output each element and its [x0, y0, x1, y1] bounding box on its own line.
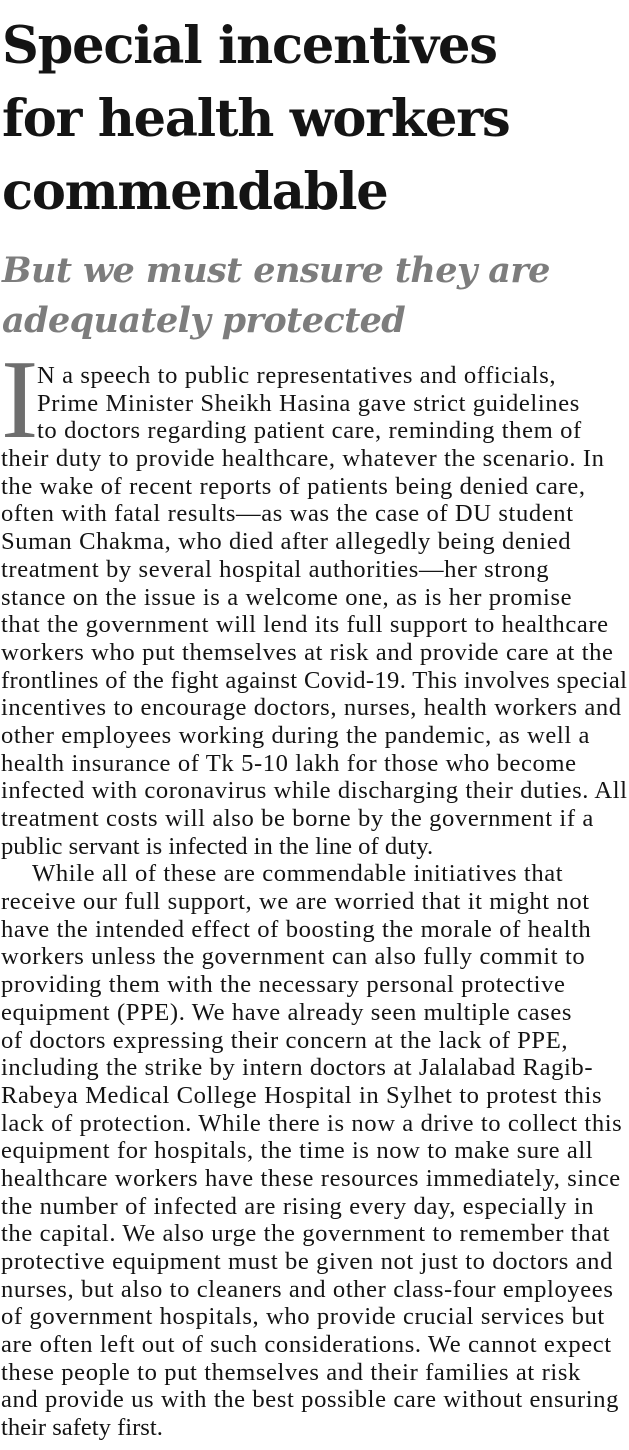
body-line: stance on the issue is a welcome one, as is her promise: [1, 583, 573, 611]
body-line: Prime Minister Sheikh Hasina gave strict guidelines: [37, 389, 580, 417]
body-line: protective equipment must be given not just to doctors and: [1, 1248, 613, 1275]
body-line: Suman Chakma, who died after allegedly being denied: [1, 528, 572, 556]
body-line: these people to put themselves and their families at risk: [1, 1358, 581, 1386]
headline-line: for health workers: [2, 89, 510, 149]
body-line: their duty to provide healthcare, whatever the scenario. In: [1, 445, 605, 473]
body-line: of doctors expressing their concern at the lack of PPE,: [1, 1026, 569, 1054]
body-line: frontlines of the fight against Covid-19. This involves special: [1, 666, 628, 694]
body-line: the number of infected are rising every day, especially in: [1, 1192, 595, 1220]
body-line: have the intended effect of boosting the morale of health: [1, 915, 592, 943]
body-line: providing them with the necessary personal protective: [1, 971, 566, 999]
body-line: often with fatal results—as was the case of DU student: [1, 500, 574, 528]
subheadline-line: adequately protected: [2, 300, 406, 341]
headline-line: commendable: [2, 162, 388, 222]
body-line: the wake of recent reports of patients being denied care,: [1, 472, 586, 500]
drop-cap: I: [1, 338, 39, 462]
body-line: incentives to encourage doctors, nurses, health workers and: [1, 694, 622, 722]
headline-line: Special incentives: [2, 16, 497, 76]
subheadline: [2, 246, 550, 346]
body-line: are often left out of such considerations. We cannot expect: [1, 1331, 612, 1359]
body-line: infected with coronavirus while discharging their duties. All: [1, 777, 628, 805]
body-line: receive our full support, we are worried that it might not: [1, 888, 590, 916]
body-line: that the government will lend its full support to healthcare: [1, 611, 609, 639]
body-line: healthcare workers have these resources immediately, since: [1, 1164, 621, 1192]
body-line: public servant is infected in the line of duty.: [1, 832, 434, 860]
headline: [2, 10, 509, 229]
body-line: to doctors regarding patient care, reminding them of: [37, 417, 582, 445]
body-line: health insurance of Tk 5-10 lakh for those who become: [1, 749, 577, 777]
body-line: of government hospitals, who provide crucial services but: [1, 1303, 605, 1331]
body-line: the capital. We also urge the government to remember that: [1, 1220, 611, 1248]
body-line: lack of protection. While there is now a drive to collect this: [1, 1109, 623, 1137]
body-line: workers who put themselves at risk and provide care at the: [1, 638, 614, 666]
article-body: [1, 362, 629, 1442]
body-line: treatment by several hospital authorities—her strong: [1, 555, 550, 583]
subheadline-line: But we must ensure they are: [2, 250, 550, 291]
body-line: Rabeya Medical College Hospital in Sylhet to protest this: [1, 1081, 603, 1109]
body-line: including the strike by intern doctors at Jalalabad Ragib-: [1, 1054, 594, 1082]
body-line: N a speech to public representatives and officials,: [37, 362, 557, 389]
body-line: workers unless the government can also fully commit to: [1, 943, 586, 971]
body-line: equipment (PPE). We have already seen multiple cases: [1, 998, 573, 1026]
body-line: other employees working during the pandemic, as well a: [1, 721, 591, 749]
body-line: While all of these are commendable initiatives that: [32, 860, 564, 888]
body-line: equipment for hospitals, the time is now to make sure all: [1, 1137, 594, 1165]
body-line: nurses, but also to cleaners and other class-four employees: [1, 1275, 614, 1303]
body-line: treatment costs will also be borne by the government if a: [1, 805, 594, 832]
body-line: their safety first.: [1, 1414, 163, 1442]
body-line: and provide us with the best possible care without ensuring: [1, 1386, 620, 1414]
